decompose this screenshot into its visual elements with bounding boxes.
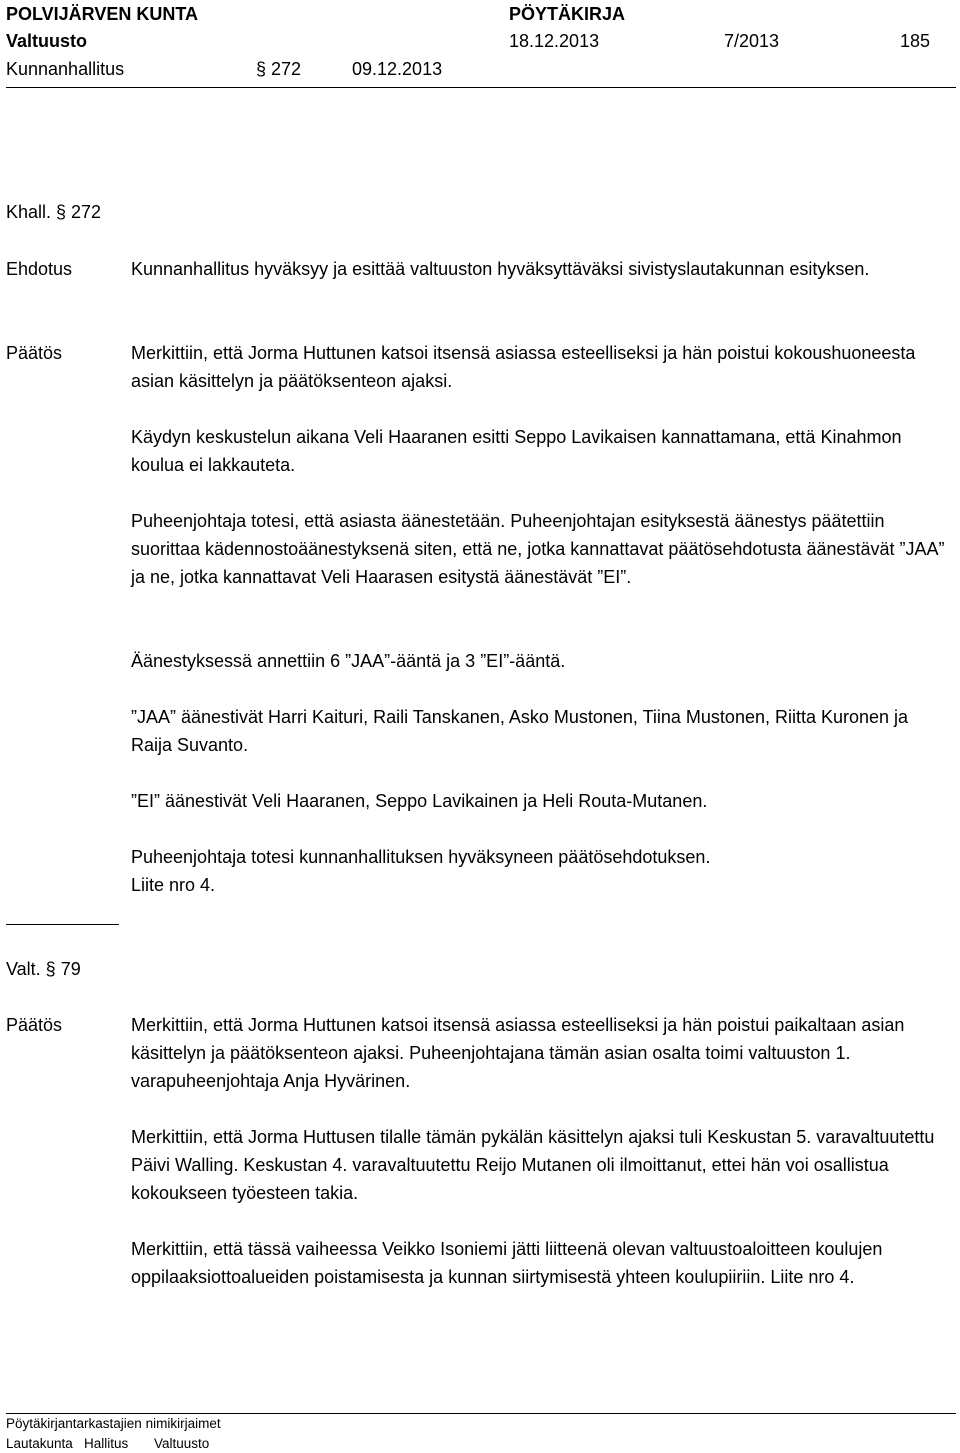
footer-divider xyxy=(6,1413,956,1414)
khall-paragraph: ”JAA” äänestivät Harri Kaituri, Raili Tanskanen, Asko Mustonen, Tiina Mustonen, Riitta Kuronen ja Raija Suvanto. xyxy=(131,707,909,755)
valt-paragraph: Merkittiin, että Jorma Huttusen tilalle tämän pykälän käsittelyn ajaksi tuli Keskustan 5. varavaltuutettu Päivi Walling. Keskustan 4. varavaltuutettu Reijo Mutanen oli ilmoittanut, ettei hän voi osallistua kokoukseen työesteen takia. xyxy=(131,1127,935,1203)
header-divider xyxy=(6,87,956,88)
municipality-name: POLVIJÄRVEN KUNTA xyxy=(6,4,199,24)
footer-committee-label: Lautakunta xyxy=(6,1436,73,1451)
khall-paragraph: Äänestyksessä annettiin 6 ”JAA”-ääntä ja 3 ”EI”-ääntä. xyxy=(131,651,566,671)
valt-paragraph: Merkittiin, että tässä vaiheessa Veikko Isoniemi jätti liitteenä olevan valtuustoaloitteen koulujen oppilaaksiottoalueiden poistamisesta ja kunnan siirtymisestä yhteen koulupiiriin. Liite nro 4. xyxy=(131,1239,883,1287)
page-number: 185 xyxy=(900,31,931,51)
ehdotus-label: Ehdotus xyxy=(6,259,73,279)
attachment-reference: Liite nro 4. xyxy=(131,875,216,895)
footer-title: Pöytäkirjantarkastajien nimikirjaimet xyxy=(6,1416,221,1431)
khall-paatos-label: Päätös xyxy=(6,343,63,363)
valt-section-ref: Valt. § 79 xyxy=(6,959,81,979)
footer-council-label: Valtuusto xyxy=(154,1436,210,1451)
khall-paragraph: Käydyn keskustelun aikana Veli Haaranen esitti Seppo Lavikaisen kannattamana, että Kinahmon koulua ei lakkauteta. xyxy=(131,427,902,475)
valt-paragraph: Merkittiin, että Jorma Huttunen katsoi itsensä asiassa esteelliseksi ja hän poistui paikaltaan asian käsittelyn ja päätöksenteon ajaksi. Puheenjohtajana tämän asian osalta toimi valtuuston 1. varapuheenjohtaja Anja Hyvärinen. xyxy=(131,1015,905,1091)
body-name: Valtuusto xyxy=(6,31,88,51)
valt-paatos-label: Päätös xyxy=(6,1015,63,1035)
khall-paragraph: Merkittiin, että Jorma Huttunen katsoi itsensä asiassa esteelliseksi ja hän poistui kokoushuoneesta asian käsittelyn ja päätöksenteon ajaksi. xyxy=(131,343,916,391)
meeting-number: 7/2013 xyxy=(724,31,780,51)
khall-paragraph: Puheenjohtaja totesi kunnanhallituksen hyväksyneen päätösehdotuksen. xyxy=(131,847,711,867)
previous-body: Kunnanhallitus xyxy=(6,59,125,79)
khall-section-ref: Khall. § 272 xyxy=(6,202,102,222)
section-divider xyxy=(6,924,119,925)
meeting-date: 18.12.2013 xyxy=(509,31,600,51)
previous-date: 09.12.2013 xyxy=(352,59,443,79)
previous-section: § 272 xyxy=(256,59,302,79)
footer-initials-row xyxy=(6,1435,209,1453)
document-type: PÖYTÄKIRJA xyxy=(509,4,626,24)
khall-paragraph: ”EI” äänestivät Veli Haaranen, Seppo Lavikainen ja Heli Routa-Mutanen. xyxy=(131,791,708,811)
khall-paragraph: Puheenjohtaja totesi, että asiasta äänestetään. Puheenjohtajan esityksestä äänestys päätettiin suorittaa kädennostoäänestyksenä siten, että ne, jotka kannattavat päätösehdotusta äänestävät ”JAA” ja ne, jotka kannattavat Veli Haarasen esitystä äänestävät ”EI”. xyxy=(131,511,945,587)
ehdotus-text: Kunnanhallitus hyväksyy ja esittää valtuuston hyväksyttäväksi sivistyslautakunnan esityksen. xyxy=(131,259,870,279)
footer-board-label: Hallitus xyxy=(84,1436,129,1451)
